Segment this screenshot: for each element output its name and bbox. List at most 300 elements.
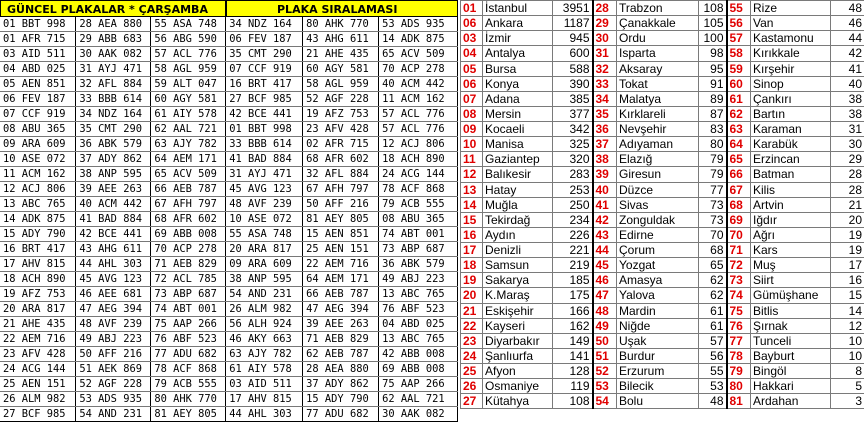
plate-row <box>0 377 458 392</box>
plate-count: 80 <box>699 137 727 152</box>
plate-row <box>0 182 458 197</box>
plate-cell: 41 BAD 884 <box>76 212 151 227</box>
plate-row <box>0 242 458 257</box>
city-name: Zonguldak <box>617 212 699 227</box>
city-name: Kütahya <box>483 394 553 409</box>
plate-count: 87 <box>699 106 727 121</box>
city-name: Edirne <box>617 227 699 242</box>
city-name: Tekirdağ <box>483 212 553 227</box>
rank-number: 30 <box>593 31 617 46</box>
plate-count: 79 <box>699 167 727 182</box>
rank-number: 01 <box>461 1 483 16</box>
plate-count: 29 <box>831 152 864 167</box>
plate-cell: 56 ABG 590 <box>151 32 226 47</box>
plate-cell: 17 AHV 815 <box>0 257 76 272</box>
city-name: Gaziantep <box>483 152 553 167</box>
plate-cell: 12 ACJ 806 <box>379 137 458 152</box>
city-name: Denizli <box>483 243 553 258</box>
rank-number: 46 <box>593 273 617 288</box>
plate-row <box>0 392 458 407</box>
plate-count: 128 <box>553 364 593 379</box>
ranking-row <box>461 318 864 333</box>
plate-cell: 74 ABT 001 <box>379 227 458 242</box>
rank-number: 49 <box>593 318 617 333</box>
plate-count: 162 <box>553 318 593 333</box>
city-name: Hakkari <box>751 379 831 394</box>
rank-number: 03 <box>461 31 483 46</box>
plate-row <box>0 332 458 347</box>
plate-count: 234 <box>553 212 593 227</box>
plate-cell: 60 AGY 581 <box>151 92 226 107</box>
plate-cell: 54 AND 231 <box>226 287 303 302</box>
city-name: Kars <box>751 243 831 258</box>
city-name: Amasya <box>617 273 699 288</box>
city-name: Aksaray <box>617 61 699 76</box>
plate-cell: 71 AEB 829 <box>303 332 379 347</box>
plate-cell: 25 AEN 151 <box>0 377 76 392</box>
city-name: Eskişehir <box>483 303 553 318</box>
plate-count: 38 <box>831 91 864 106</box>
plate-cell: 47 AEG 394 <box>76 302 151 317</box>
plate-cell: 07 CCF 919 <box>226 62 303 77</box>
plate-cell: 18 ACH 890 <box>0 272 76 287</box>
plate-cell: 64 AEM 171 <box>303 272 379 287</box>
city-name: Erzincan <box>751 152 831 167</box>
plate-cell: 21 AHE 435 <box>303 47 379 62</box>
city-name: Sinop <box>751 76 831 91</box>
city-name: Mersin <box>483 106 553 121</box>
city-name: Sakarya <box>483 273 553 288</box>
plate-cell: 73 ABP 687 <box>151 287 226 302</box>
plate-cell: 32 AFL 884 <box>303 167 379 182</box>
plate-cell: 08 ABU 365 <box>379 212 458 227</box>
city-name: Şanlıurfa <box>483 348 553 363</box>
plate-count: 55 <box>699 364 727 379</box>
plate-count: 1187 <box>553 16 593 31</box>
plate-cell: 26 ALM 982 <box>0 392 76 407</box>
plate-count: 42 <box>831 46 864 61</box>
plate-count: 185 <box>553 273 593 288</box>
plate-count: 77 <box>699 182 727 197</box>
ranking-row <box>461 258 864 273</box>
rank-number: 18 <box>461 258 483 273</box>
ranking-row <box>461 333 864 348</box>
plate-cell: 79 ACB 555 <box>379 197 458 212</box>
rank-number: 33 <box>593 76 617 91</box>
city-name: Karabük <box>751 137 831 152</box>
plate-cell: 42 ABB 008 <box>379 347 458 362</box>
plate-count: 100 <box>699 31 727 46</box>
rank-number: 60 <box>727 76 751 91</box>
plate-cell: 21 AHE 435 <box>0 317 76 332</box>
plate-cell: 59 ALT 047 <box>151 77 226 92</box>
plate-cell: 38 ANP 595 <box>226 272 303 287</box>
plate-cell: 03 AID 511 <box>226 377 303 392</box>
rank-number: 79 <box>727 364 751 379</box>
rank-number: 27 <box>461 394 483 409</box>
plate-cell: 33 BBB 614 <box>226 137 303 152</box>
plate-cell: 13 ABC 765 <box>0 197 76 212</box>
plate-count: 226 <box>553 227 593 242</box>
city-name: Ağrı <box>751 227 831 242</box>
plate-cell: 28 AEA 880 <box>303 362 379 377</box>
city-name: Niğde <box>617 318 699 333</box>
plate-count: 91 <box>699 76 727 91</box>
plate-cell: 58 AGL 959 <box>151 62 226 77</box>
city-name: Elazığ <box>617 152 699 167</box>
plate-count: 10 <box>831 333 864 348</box>
plate-cell: 35 CMT 290 <box>76 122 151 137</box>
plate-cell: 31 AYJ 471 <box>76 62 151 77</box>
city-name: Siirt <box>751 273 831 288</box>
plate-cell: 31 AYJ 471 <box>226 167 303 182</box>
plate-cell: 38 ANP 595 <box>76 167 151 182</box>
plate-row <box>0 152 458 167</box>
plate-cell: 73 ABP 687 <box>379 242 458 257</box>
plate-cell: 02 AFR 715 <box>303 137 379 152</box>
plate-count: 12 <box>831 318 864 333</box>
plate-row <box>0 347 458 362</box>
plate-cell: 77 ADU 682 <box>151 347 226 362</box>
rank-number: 25 <box>461 364 483 379</box>
plate-count: 65 <box>699 258 727 273</box>
plate-cell: 09 ARA 609 <box>0 137 76 152</box>
plate-cell: 39 AEE 263 <box>303 317 379 332</box>
plate-cell: 11 ACM 162 <box>0 167 76 182</box>
plate-cell: 16 BRT 417 <box>0 242 76 257</box>
rank-number: 45 <box>593 258 617 273</box>
city-name: Konya <box>483 76 553 91</box>
plate-count: 175 <box>553 288 593 303</box>
city-name: Kocaeli <box>483 122 553 137</box>
rank-number: 81 <box>727 394 751 409</box>
plate-count: 57 <box>699 333 727 348</box>
plate-cell: 30 AAK 082 <box>379 407 458 422</box>
plate-cell: 81 AEY 805 <box>151 407 226 422</box>
rank-number: 42 <box>593 212 617 227</box>
plate-cell: 66 AEB 787 <box>303 287 379 302</box>
plate-cell: 34 NDZ 164 <box>76 107 151 122</box>
plate-cell: 80 AHK 770 <box>303 17 379 32</box>
rank-number: 74 <box>727 288 751 303</box>
plate-cell: 40 ACM 442 <box>76 197 151 212</box>
rank-number: 31 <box>593 46 617 61</box>
city-name: Giresun <box>617 167 699 182</box>
city-name: Yalova <box>617 288 699 303</box>
ranking-row <box>461 364 864 379</box>
plate-cell: 77 ADU 682 <box>303 407 379 422</box>
plate-count: 79 <box>699 152 727 167</box>
plate-count: 105 <box>699 16 727 31</box>
plate-count: 19 <box>831 227 864 242</box>
ranking-row <box>461 212 864 227</box>
plate-cell: 65 ACV 509 <box>151 167 226 182</box>
plate-cell: 56 ALH 924 <box>226 317 303 332</box>
rank-number: 36 <box>593 122 617 137</box>
rank-number: 09 <box>461 122 483 137</box>
plate-cell: 06 FEV 187 <box>226 32 303 47</box>
plate-cell: 16 BRT 417 <box>226 77 303 92</box>
plate-cell: 03 AID 511 <box>0 47 76 62</box>
rank-number: 23 <box>461 333 483 348</box>
rank-number: 07 <box>461 91 483 106</box>
plate-cell: 36 ABK 579 <box>76 137 151 152</box>
city-name: Ardahan <box>751 394 831 409</box>
plate-cell: 61 AIY 578 <box>151 107 226 122</box>
plate-cell: 17 AHV 815 <box>226 392 303 407</box>
plate-row <box>0 62 458 77</box>
plate-count: 31 <box>831 122 864 137</box>
rank-number: 17 <box>461 243 483 258</box>
plate-cell: 44 AHL 303 <box>226 407 303 422</box>
plate-count: 8 <box>831 364 864 379</box>
rank-number: 64 <box>727 137 751 152</box>
plate-count: 53 <box>699 379 727 394</box>
city-name: Kilis <box>751 182 831 197</box>
plate-cell: 68 AFR 602 <box>151 212 226 227</box>
rank-number: 32 <box>593 61 617 76</box>
plate-cell: 32 AFL 884 <box>76 77 151 92</box>
rank-number: 04 <box>461 46 483 61</box>
city-name: Sivas <box>617 197 699 212</box>
plate-cell: 52 AGF 228 <box>303 92 379 107</box>
rank-number: 73 <box>727 273 751 288</box>
plate-cell: 37 ADY 862 <box>76 152 151 167</box>
plate-cell: 10 ASE 072 <box>226 212 303 227</box>
plate-cell: 79 ACB 555 <box>151 377 226 392</box>
plate-cell: 13 ABC 765 <box>379 332 458 347</box>
plate-count: 17 <box>831 258 864 273</box>
ranking-row <box>461 31 864 46</box>
rank-number: 16 <box>461 227 483 242</box>
plate-row <box>0 32 458 47</box>
city-name: Batman <box>751 167 831 182</box>
plate-cell: 41 BAD 884 <box>226 152 303 167</box>
plate-cell: 20 ARA 817 <box>0 302 76 317</box>
plate-cell: 04 ABD 025 <box>379 317 458 332</box>
plate-cell: 05 AEN 851 <box>0 77 76 92</box>
plate-cell: 65 ACV 509 <box>379 47 458 62</box>
plate-count: 28 <box>831 182 864 197</box>
city-name: Burdur <box>617 348 699 363</box>
plate-cell: 24 ACG 144 <box>379 167 458 182</box>
city-name: Bayburt <box>751 348 831 363</box>
rank-number: 51 <box>593 348 617 363</box>
city-name: İstanbul <box>483 1 553 16</box>
rank-number: 75 <box>727 303 751 318</box>
plate-count: 3951 <box>553 1 593 16</box>
plate-count: 253 <box>553 182 593 197</box>
plate-cell: 60 AGY 581 <box>303 62 379 77</box>
city-name: Samsun <box>483 258 553 273</box>
rank-number: 66 <box>727 167 751 182</box>
plate-cell: 75 AAP 266 <box>151 317 226 332</box>
plate-cell: 76 ABF 523 <box>379 302 458 317</box>
plate-count: 48 <box>699 394 727 409</box>
plate-cell: 45 AVG 123 <box>226 182 303 197</box>
city-name: Rize <box>751 1 831 16</box>
plate-cell: 19 AFZ 753 <box>0 287 76 302</box>
plate-cell: 04 ABD 025 <box>0 62 76 77</box>
plate-cell: 06 FEV 187 <box>0 92 76 107</box>
rank-number: 76 <box>727 318 751 333</box>
plate-count: 46 <box>831 16 864 31</box>
plate-cell: 37 ADY 862 <box>303 377 379 392</box>
plate-cell: 72 ACL 785 <box>151 272 226 287</box>
rank-number: 62 <box>727 106 751 121</box>
plate-cell: 57 ACL 776 <box>379 107 458 122</box>
city-name: Adıyaman <box>617 137 699 152</box>
plate-count: 325 <box>553 137 593 152</box>
plate-row <box>0 107 458 122</box>
plate-row <box>0 77 458 92</box>
city-name: Kayseri <box>483 318 553 333</box>
rank-number: 80 <box>727 379 751 394</box>
plate-count: 588 <box>553 61 593 76</box>
plate-cell: 51 AEK 869 <box>76 362 151 377</box>
city-name: Muş <box>751 258 831 273</box>
plate-ranking-title: PLAKA SIRALAMASI <box>226 0 458 17</box>
plate-count: 3 <box>831 394 864 409</box>
city-name: K.Maraş <box>483 288 553 303</box>
plate-cell: 50 AFF 216 <box>76 347 151 362</box>
plate-row <box>0 167 458 182</box>
plate-cell: 34 NDZ 164 <box>226 17 303 32</box>
plate-cell: 63 AJY 782 <box>226 347 303 362</box>
rank-number: 57 <box>727 31 751 46</box>
plate-cell: 11 ACM 162 <box>379 92 458 107</box>
city-name: Karaman <box>751 122 831 137</box>
plate-row <box>0 272 458 287</box>
plate-cell: 24 ACG 144 <box>0 362 76 377</box>
city-name: Erzurum <box>617 364 699 379</box>
plate-cell: 43 AHG 611 <box>303 32 379 47</box>
city-name: İzmir <box>483 31 553 46</box>
plate-row <box>0 137 458 152</box>
plate-cell: 49 ABJ 223 <box>76 332 151 347</box>
plate-count: 108 <box>553 394 593 409</box>
plate-cell: 57 ACL 776 <box>379 122 458 137</box>
plate-cell: 18 ACH 890 <box>379 152 458 167</box>
city-name: Kırklareli <box>617 106 699 121</box>
rank-number: 35 <box>593 106 617 121</box>
city-name: Çankırı <box>751 91 831 106</box>
rank-number: 40 <box>593 182 617 197</box>
ranking-row <box>461 288 864 303</box>
plate-cell: 43 AHG 611 <box>76 242 151 257</box>
plate-count: 48 <box>831 1 864 16</box>
ranking-row <box>461 106 864 121</box>
rank-number: 44 <box>593 243 617 258</box>
city-name: Trabzon <box>617 1 699 16</box>
city-name: Kırşehir <box>751 61 831 76</box>
rank-number: 61 <box>727 91 751 106</box>
rank-number: 72 <box>727 258 751 273</box>
plate-cell: 39 AEE 263 <box>76 182 151 197</box>
plate-cell: 44 AHL 303 <box>76 257 151 272</box>
plate-row <box>0 317 458 332</box>
plate-count: 62 <box>699 273 727 288</box>
city-name: Kırıkkale <box>751 46 831 61</box>
plate-row <box>0 227 458 242</box>
plate-count: 73 <box>699 197 727 212</box>
city-name: Hatay <box>483 182 553 197</box>
rank-number: 19 <box>461 273 483 288</box>
plate-count: 600 <box>553 46 593 61</box>
plate-cell: 25 AEN 151 <box>303 242 379 257</box>
plate-row <box>0 212 458 227</box>
plate-cell: 15 ADY 790 <box>303 392 379 407</box>
ranking-row <box>461 152 864 167</box>
rank-number: 65 <box>727 152 751 167</box>
plate-count: 221 <box>553 243 593 258</box>
plate-count: 19 <box>831 243 864 258</box>
plate-cell: 75 AAP 266 <box>379 377 458 392</box>
ranking-row <box>461 379 864 394</box>
plate-cell: 49 ABJ 223 <box>379 272 458 287</box>
plate-cell: 01 BBT 998 <box>226 122 303 137</box>
city-name: Van <box>751 16 831 31</box>
city-name: Bilecik <box>617 379 699 394</box>
plate-cell: 46 AEE 681 <box>76 287 151 302</box>
ranking-row <box>461 182 864 197</box>
city-name: Artvin <box>751 197 831 212</box>
ranking-table <box>460 0 864 409</box>
ranking-row <box>461 197 864 212</box>
city-name: Muğla <box>483 197 553 212</box>
plate-count: 5 <box>831 379 864 394</box>
plate-count: 30 <box>831 137 864 152</box>
plate-cell: 30 AAK 082 <box>76 47 151 62</box>
plate-count: 10 <box>831 348 864 363</box>
ranking-panel <box>460 0 864 424</box>
rank-number: 54 <box>593 394 617 409</box>
rank-number: 56 <box>727 16 751 31</box>
plate-row <box>0 362 458 377</box>
plate-cell: 52 AGF 228 <box>76 377 151 392</box>
rank-number: 69 <box>727 212 751 227</box>
plate-cell: 36 ABK 579 <box>379 257 458 272</box>
rank-number: 26 <box>461 379 483 394</box>
plate-count: 61 <box>699 303 727 318</box>
rank-number: 22 <box>461 318 483 333</box>
plate-count: 21 <box>831 197 864 212</box>
city-name: Bingöl <box>751 364 831 379</box>
ranking-row <box>461 122 864 137</box>
rank-number: 41 <box>593 197 617 212</box>
city-name: Isparta <box>617 46 699 61</box>
plate-cell: 55 ASA 748 <box>151 17 226 32</box>
city-name: Balıkesir <box>483 167 553 182</box>
plate-cell: 68 AFR 602 <box>303 152 379 167</box>
plate-count: 390 <box>553 76 593 91</box>
rank-number: 43 <box>593 227 617 242</box>
plate-row <box>0 17 458 32</box>
plate-cell: 08 ABU 365 <box>0 122 76 137</box>
plate-cell: 01 AFR 715 <box>0 32 76 47</box>
city-name: Şırnak <box>751 318 831 333</box>
plate-cell: 42 BCE 441 <box>76 227 151 242</box>
plate-cell: 13 ABC 765 <box>379 287 458 302</box>
city-name: Afyon <box>483 364 553 379</box>
rank-number: 08 <box>461 106 483 121</box>
rank-number: 29 <box>593 16 617 31</box>
plate-row <box>0 302 458 317</box>
city-name: Tokat <box>617 76 699 91</box>
plate-cell: 66 AEB 787 <box>151 182 226 197</box>
plate-count: 83 <box>699 122 727 137</box>
city-name: Uşak <box>617 333 699 348</box>
